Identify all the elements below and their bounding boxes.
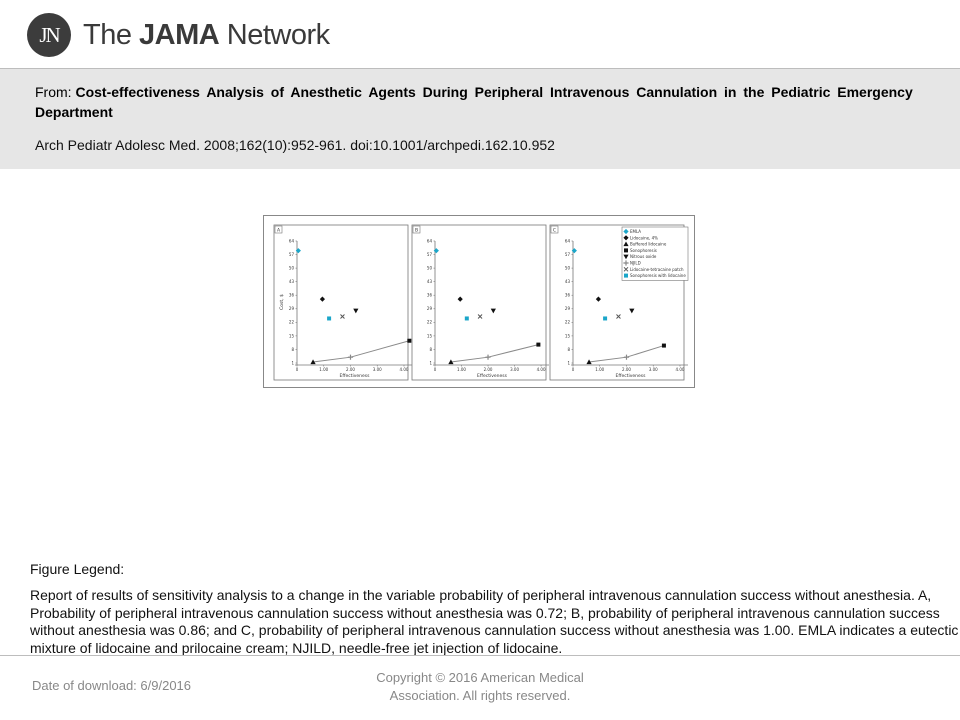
y-tick-label: 50 (564, 265, 570, 271)
x-tick-label: 2.00 (622, 367, 631, 372)
copyright-notice: Copyright © 2016 American Medical Association. All rights reserved. (376, 670, 584, 703)
efficiency-frontier-line (451, 345, 538, 362)
point-sonophoresis (407, 339, 411, 343)
y-tick-label: 64 (288, 238, 294, 244)
point-nitrous-oxide (353, 309, 358, 314)
y-tick-label: 15 (288, 333, 294, 339)
y-tick-label: 1 (291, 360, 294, 366)
point-emla (434, 248, 439, 253)
y-tick-label: 1 (567, 360, 570, 366)
y-tick-label: 57 (288, 251, 294, 257)
point-lidocaine-tetracaine-patch (478, 315, 482, 319)
article-title-line (35, 82, 915, 122)
x-tick-label: 3.00 (372, 367, 382, 372)
y-tick-label: 8 (429, 346, 432, 352)
y-tick-label: 36 (426, 292, 432, 298)
point-lidocaine-4 (320, 296, 325, 301)
figure-image (263, 215, 695, 388)
x-tick-label: 3.00 (510, 367, 519, 372)
point-njild (624, 355, 629, 360)
point-sonophoresis-with-lidocaine (327, 316, 331, 320)
panel-letter: C (552, 228, 557, 234)
legend-marker-sonophoresis-with-lidocaine (624, 274, 628, 278)
y-tick-label: 50 (426, 265, 432, 271)
x-axis-label: Effectiveness (339, 374, 370, 379)
point-sonophoresis (536, 343, 540, 347)
point-njild (485, 355, 490, 360)
download-date: Date of download: 6/9/2016 (32, 678, 192, 693)
panel-frame (412, 225, 546, 380)
panel-letter: A (276, 228, 281, 234)
legend-marker-sonophoresis (624, 248, 628, 252)
logo-bold: JAMA (139, 18, 220, 51)
y-tick-label: 57 (426, 251, 432, 257)
x-tick-label: 1.00 (457, 367, 466, 372)
panel-letter: B (414, 228, 419, 234)
y-tick-label: 8 (291, 346, 294, 352)
y-tick-label: 22 (426, 319, 432, 325)
y-tick-label: 8 (567, 346, 570, 352)
legend-label-sonophoresis: Sonophoresis (630, 247, 657, 253)
cost-effectiveness-chart (264, 216, 694, 387)
x-tick-label: 4.00 (536, 367, 546, 372)
y-tick-label: 64 (426, 238, 432, 244)
y-tick-label: 43 (288, 279, 294, 285)
y-tick-label: 1 (429, 360, 432, 366)
legend-label-buffered-lidocaine: Buffered lidocaine (630, 241, 667, 247)
article-citation: Arch Pediatr Adolesc Med. 2008;162(10):952-961. doi:10.1001/archpedi.162.10.952 (35, 137, 555, 153)
y-tick-label: 43 (426, 279, 432, 285)
x-tick-label: 4.00 (399, 367, 409, 372)
y-tick-label: 36 (288, 292, 294, 298)
figure-legend-text: Report of results of sensitivity analysis to a change in the variable probability of peripheral intravenous cannulation success without anesthesia. A, Probability of peripheral intravenous cannulation success without anesthesia was 0.72; B, probability of peripheral intravenous cannulation success without anesthesia was 0.86; and C, probability of peripheral intravenous cannulation success without anesthesia was 1.00. EMLA indicates a eutectic mixture of lidocaine and prilocaine cream; NJILD, needle-free jet injection of lidocaine. (30, 587, 959, 656)
y-tick-label: 15 (564, 333, 570, 339)
jn-logo-icon: JN (27, 13, 71, 57)
y-axis-label: Cost, $ (280, 294, 285, 310)
y-tick-label: 36 (564, 292, 570, 298)
point-emla (296, 248, 301, 253)
legend-label-njild: NJILD (630, 260, 641, 266)
panel-frame (274, 225, 408, 380)
x-axis-label: Effectiveness (615, 374, 646, 379)
x-tick-label: 2.00 (483, 367, 493, 372)
point-lidocaine-tetracaine-patch (616, 315, 620, 319)
y-tick-label: 50 (288, 265, 294, 271)
x-tick-label: 0 (295, 367, 299, 372)
efficiency-frontier-line (313, 341, 409, 362)
point-sonophoresis-with-lidocaine (603, 316, 607, 320)
point-lidocaine-tetracaine-patch (340, 315, 344, 319)
point-njild (348, 355, 353, 360)
x-tick-label: 3.00 (648, 367, 658, 372)
y-tick-label: 15 (426, 333, 432, 339)
legend-label-sonophoresis-with-lidocaine: Sonophoresis with lidocaine (630, 273, 686, 279)
y-tick-label: 29 (288, 306, 294, 312)
y-tick-label: 29 (564, 306, 570, 312)
point-nitrous-oxide (629, 309, 634, 314)
article-title[interactable]: Cost-effectiveness Analysis of Anesthetic Agents During Peripheral Intravenous Cannulation in the Pediatric Emergency Department (35, 84, 913, 120)
legend-label-lidocaine-4: Lidocaine, 4% (630, 235, 658, 241)
jama-network-logo[interactable] (27, 12, 330, 58)
legend-label-lidocaine-tetracaine-patch: Lidocaine-tetracaine patch (630, 266, 684, 272)
point-sonophoresis (662, 344, 666, 348)
legend-label-emla: EMLA (630, 229, 642, 234)
logo-suffix: Network (219, 18, 330, 51)
logo-prefix: The (83, 18, 140, 51)
y-tick-label: 22 (564, 319, 570, 325)
x-tick-label: 1.00 (319, 367, 329, 372)
x-tick-label: 0 (433, 367, 437, 372)
x-tick-label: 0 (571, 367, 575, 372)
from-label: From: (35, 84, 72, 100)
y-tick-label: 29 (426, 306, 432, 312)
point-lidocaine-4 (458, 296, 463, 301)
y-tick-label: 64 (564, 238, 570, 244)
x-tick-label: 4.00 (675, 367, 685, 372)
y-tick-label: 57 (564, 251, 570, 257)
point-nitrous-oxide (491, 309, 496, 314)
logo-wordmark (83, 19, 330, 52)
x-axis-label: Effectiveness (477, 374, 507, 379)
y-tick-label: 22 (288, 319, 294, 325)
legend-label-nitrous-oxide: Nitrous oxide (630, 254, 657, 260)
point-lidocaine-4 (596, 296, 601, 301)
x-tick-label: 1.00 (595, 367, 605, 372)
x-tick-label: 2.00 (346, 367, 355, 372)
point-emla (572, 248, 577, 253)
figure-legend-heading: Figure Legend: (30, 561, 125, 577)
y-tick-label: 43 (564, 279, 570, 285)
point-sonophoresis-with-lidocaine (465, 316, 469, 320)
footer-divider (0, 655, 960, 656)
